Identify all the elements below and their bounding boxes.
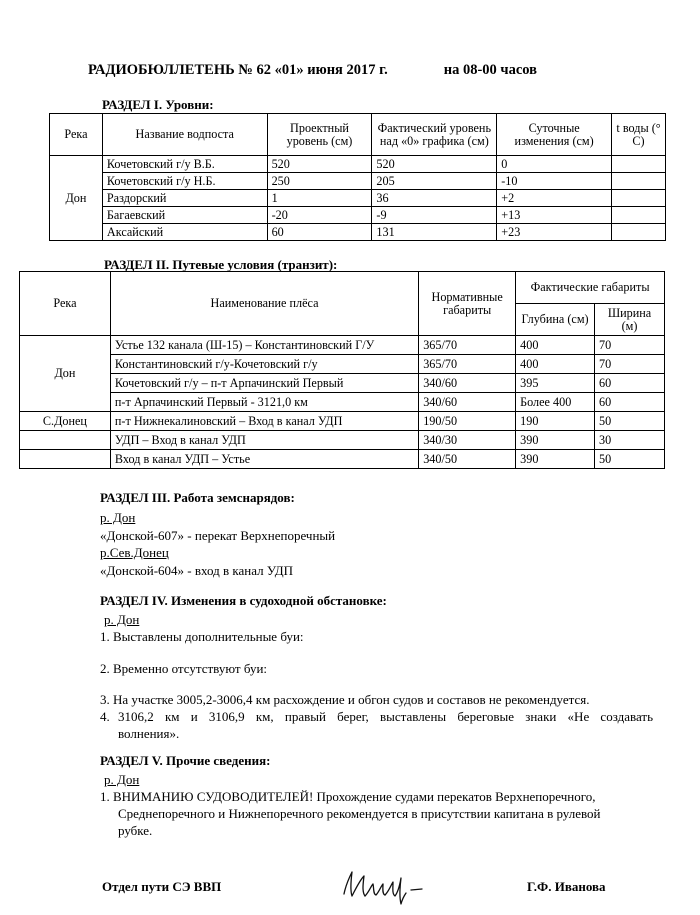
river-cell-empty	[20, 450, 111, 469]
table-row	[20, 336, 665, 355]
notice-line-1: 1. ВНИМАНИЮ СУДОВОДИТЕЛЕЙ! Прохождение судами перекатов Верхнепоречного,	[100, 789, 596, 804]
col-actual-dims: Фактические габариты	[516, 272, 665, 304]
reach-name: Кочетовский г/у – п-т Арпачинский Первый	[110, 374, 418, 393]
normative-dims: 340/60	[419, 374, 516, 393]
table-row	[50, 190, 666, 207]
actual-width: 50	[595, 412, 665, 431]
signer-name: Г.Ф. Иванова	[527, 879, 606, 894]
section-2-heading: РАЗДЕЛ II. Путевые условия (транзит):	[104, 257, 338, 272]
col-depth: Глубина (см)	[516, 304, 595, 336]
table-row	[50, 173, 666, 190]
col-daily-change: Суточные изменения (см)	[497, 114, 612, 156]
gauge-name: Кочетовский г/у Н.Б.	[102, 173, 267, 190]
col-river: Река	[50, 114, 103, 156]
table-row	[50, 224, 666, 241]
normative-dims: 340/60	[419, 393, 516, 412]
col-reach: Наименование плёса	[110, 272, 418, 336]
gauge-name: Кочетовский г/у В.Б.	[102, 156, 267, 173]
normative-dims: 365/70	[419, 336, 516, 355]
col-water-temp: t воды (° С)	[612, 114, 666, 156]
change-item-4-line-1: 3106,2 км и 3106,9 км, правый берег, выставлены береговые знаки «Не создавать	[118, 709, 653, 724]
water-temp	[612, 173, 666, 190]
change-item-3: 3. На участке 3005,2-3006,4 км расхождение и обгон судов и составов не рекомендуется.	[100, 692, 590, 707]
actual-depth: 395	[516, 374, 595, 393]
table-row	[50, 207, 666, 224]
gauge-name: Аксайский	[102, 224, 267, 241]
col-project-level: Проектный уровень (см)	[267, 114, 372, 156]
river-don-label: р. Дон	[104, 772, 140, 787]
river-sev-donets-label: р.Сев.Донец	[100, 545, 169, 560]
table-row	[50, 156, 666, 173]
bulletin-time: на 08-00 часов	[443, 62, 537, 78]
section-1-heading: РАЗДЕЛ I. Уровни:	[102, 97, 214, 112]
normative-dims: 190/50	[419, 412, 516, 431]
actual-width: 50	[595, 450, 665, 469]
actual-level: -9	[372, 207, 497, 224]
water-temp	[612, 207, 666, 224]
col-normative-dims: Нормативные габариты	[419, 272, 516, 336]
change-item-4-line-2: волнения».	[118, 726, 180, 741]
actual-depth: Более 400	[516, 393, 595, 412]
change-item-1: 1. Выставлены дополнительные буи:	[100, 629, 304, 644]
actual-level: 205	[372, 173, 497, 190]
department-label: Отдел пути СЭ ВВП	[102, 879, 222, 894]
actual-depth: 190	[516, 412, 595, 431]
reach-name: Константиновский г/у-Кочетовский г/у	[110, 355, 418, 374]
change-item-4-number: 4.	[100, 709, 110, 724]
water-temp	[612, 190, 666, 207]
actual-depth: 400	[516, 355, 595, 374]
daily-change: +13	[497, 207, 612, 224]
col-gauge-name: Название водпоста	[102, 114, 267, 156]
actual-depth: 390	[516, 450, 595, 469]
change-item-2: 2. Временно отсутствуют буи:	[100, 661, 268, 676]
actual-width: 70	[595, 355, 665, 374]
bulletin-title	[88, 62, 537, 79]
table-row	[20, 450, 665, 469]
reach-name: п-т Нижнекалиновский – Вход в канал УДП	[110, 412, 418, 431]
section-4-heading: РАЗДЕЛ IV. Изменения в судоходной обстановке:	[100, 593, 387, 608]
actual-level: 520	[372, 156, 497, 173]
project-level: 60	[267, 224, 372, 241]
col-river: Река	[20, 272, 111, 336]
actual-width: 70	[595, 336, 665, 355]
reach-name: Устье 132 канала (Ш-15) – Константиновский Г/У	[110, 336, 418, 355]
actual-depth: 400	[516, 336, 595, 355]
table-row	[20, 393, 665, 412]
actual-width: 60	[595, 393, 665, 412]
table-row	[20, 355, 665, 374]
actual-width: 60	[595, 374, 665, 393]
col-width: Ширина (м)	[595, 304, 665, 336]
reach-name: УДП – Вход в канал УДП	[110, 431, 418, 450]
normative-dims: 365/70	[419, 355, 516, 374]
notice-line-2: Среднепоречного и Нижнепоречного рекомендуется в присутствии капитана в рулевой	[118, 806, 601, 821]
normative-dims: 340/50	[419, 450, 516, 469]
section-5-heading: РАЗДЕЛ V. Прочие сведения:	[100, 753, 271, 768]
reach-name: Вход в канал УДП – Устье	[110, 450, 418, 469]
actual-width: 30	[595, 431, 665, 450]
table-row	[20, 431, 665, 450]
levels-table	[49, 113, 666, 241]
levels-header-row	[50, 114, 666, 156]
river-don-label: р. Дон	[100, 510, 136, 525]
normative-dims: 340/30	[419, 431, 516, 450]
route-conditions-table	[19, 271, 665, 469]
water-temp	[612, 156, 666, 173]
table-row	[20, 412, 665, 431]
actual-depth: 390	[516, 431, 595, 450]
daily-change: +23	[497, 224, 612, 241]
project-level: 250	[267, 173, 372, 190]
reach-name: п-т Арпачинский Первый - 3121,0 км	[110, 393, 418, 412]
dredger-1: «Донской-607» - перекат Верхнепоречный	[100, 528, 336, 543]
notice-line-3: рубке.	[118, 823, 153, 838]
actual-level: 131	[372, 224, 497, 241]
gauge-name: Багаевский	[102, 207, 267, 224]
river-cell: Дон	[50, 156, 103, 241]
river-cell: Дон	[20, 336, 111, 412]
daily-change: -10	[497, 173, 612, 190]
section-3-heading: РАЗДЕЛ III. Работа земснарядов:	[100, 490, 295, 505]
daily-change: +2	[497, 190, 612, 207]
bulletin-title-main: РАДИОБЮЛЛЕТЕНЬ № 62 «01» июня 2017 г.	[88, 62, 388, 78]
river-cell-empty	[20, 431, 111, 450]
actual-level: 36	[372, 190, 497, 207]
river-cell: С.Донец	[20, 412, 111, 431]
project-level: -20	[267, 207, 372, 224]
project-level: 520	[267, 156, 372, 173]
project-level: 1	[267, 190, 372, 207]
dredger-2: «Донской-604» - вход в канал УДП	[100, 563, 294, 578]
handwritten-signature	[338, 866, 433, 908]
table-row	[20, 374, 665, 393]
col-actual-level: Фактический уровень над «0» графика (см)	[372, 114, 497, 156]
daily-change: 0	[497, 156, 612, 173]
water-temp	[612, 224, 666, 241]
gauge-name: Раздорский	[102, 190, 267, 207]
route-header-row-1	[20, 272, 665, 304]
river-don-label: р. Дон	[104, 612, 140, 627]
